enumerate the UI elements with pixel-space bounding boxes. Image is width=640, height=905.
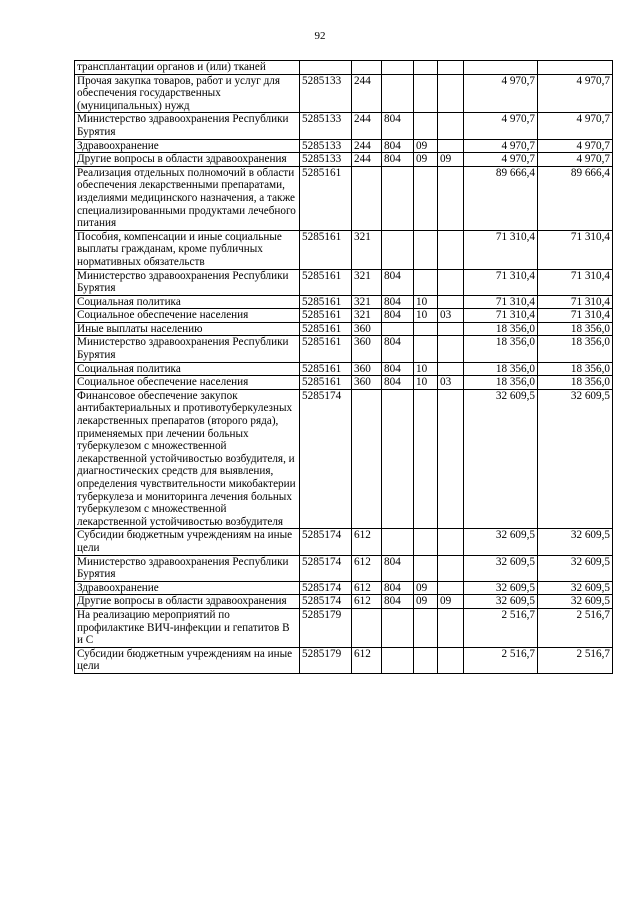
cell-ministry-code xyxy=(382,529,414,555)
cell-name: Социальное обеспечение населения xyxy=(75,376,300,390)
cell-amount-2: 2 516,7 xyxy=(538,647,613,673)
cell-ministry-code: 804 xyxy=(382,139,414,153)
cell-subsection xyxy=(438,139,464,153)
table-row xyxy=(75,376,613,390)
cell-amount-2: 32 609,5 xyxy=(538,389,613,529)
cell-amount-1: 18 356,0 xyxy=(464,336,538,362)
cell-subsection: 03 xyxy=(438,309,464,323)
cell-ministry-code xyxy=(382,608,414,647)
cell-amount-1: 4 970,7 xyxy=(464,74,538,113)
table-row xyxy=(75,555,613,581)
cell-target-code: 5285161 xyxy=(300,166,352,230)
cell-amount-1: 71 310,4 xyxy=(464,230,538,269)
cell-subsection xyxy=(438,362,464,376)
cell-ministry-code xyxy=(382,230,414,269)
cell-target-code: 5285174 xyxy=(300,529,352,555)
table-row xyxy=(75,139,613,153)
cell-amount-1: 71 310,4 xyxy=(464,309,538,323)
cell-target-code: 5285179 xyxy=(300,608,352,647)
cell-amount-2: 71 310,4 xyxy=(538,230,613,269)
cell-target-code: 5285161 xyxy=(300,322,352,336)
cell-target-code: 5285161 xyxy=(300,295,352,309)
cell-section: 10 xyxy=(414,376,438,390)
cell-amount-2: 18 356,0 xyxy=(538,322,613,336)
cell-expense-type xyxy=(352,166,382,230)
cell-target-code xyxy=(300,61,352,75)
page-number: 92 xyxy=(314,30,326,42)
table-row xyxy=(75,166,613,230)
cell-amount-1: 18 356,0 xyxy=(464,376,538,390)
table-row xyxy=(75,336,613,362)
cell-name: Иные выплаты населению xyxy=(75,322,300,336)
cell-amount-2 xyxy=(538,61,613,75)
cell-expense-type: 612 xyxy=(352,581,382,595)
cell-expense-type xyxy=(352,608,382,647)
table-row xyxy=(75,595,613,609)
cell-name: Министерство здравоохранения Республики Бурятия xyxy=(75,555,300,581)
cell-name: Министерство здравоохранения Республики Бурятия xyxy=(75,113,300,139)
cell-expense-type: 612 xyxy=(352,529,382,555)
cell-name: трансплантации органов и (или) тканей xyxy=(75,61,300,75)
cell-target-code: 5285133 xyxy=(300,139,352,153)
cell-name: Социальное обеспечение населения xyxy=(75,309,300,323)
cell-amount-2: 18 356,0 xyxy=(538,376,613,390)
cell-section xyxy=(414,608,438,647)
cell-ministry-code xyxy=(382,322,414,336)
cell-amount-2: 89 666,4 xyxy=(538,166,613,230)
table-row xyxy=(75,647,613,673)
cell-amount-2: 32 609,5 xyxy=(538,595,613,609)
cell-expense-type: 612 xyxy=(352,595,382,609)
cell-name: Реализация отдельных полномочий в области обеспечения лекарственными препаратами, изделиями медицинского назначения, а также специализированными продуктами лечебного питания xyxy=(75,166,300,230)
table-row xyxy=(75,362,613,376)
table-row xyxy=(75,608,613,647)
cell-name: Социальная политика xyxy=(75,295,300,309)
cell-amount-2: 4 970,7 xyxy=(538,113,613,139)
cell-amount-1: 32 609,5 xyxy=(464,555,538,581)
cell-amount-1: 32 609,5 xyxy=(464,389,538,529)
cell-amount-1: 4 970,7 xyxy=(464,153,538,167)
cell-section xyxy=(414,529,438,555)
cell-amount-2: 4 970,7 xyxy=(538,139,613,153)
cell-amount-2: 32 609,5 xyxy=(538,529,613,555)
cell-target-code: 5285174 xyxy=(300,581,352,595)
cell-amount-1: 71 310,4 xyxy=(464,269,538,295)
table-row xyxy=(75,61,613,75)
cell-ministry-code: 804 xyxy=(382,113,414,139)
cell-expense-type: 244 xyxy=(352,139,382,153)
cell-section: 09 xyxy=(414,581,438,595)
table-row xyxy=(75,309,613,323)
cell-name: Социальная политика xyxy=(75,362,300,376)
cell-ministry-code xyxy=(382,166,414,230)
table-row xyxy=(75,74,613,113)
table-row xyxy=(75,389,613,529)
cell-amount-1: 89 666,4 xyxy=(464,166,538,230)
cell-target-code: 5285161 xyxy=(300,336,352,362)
cell-amount-1: 18 356,0 xyxy=(464,322,538,336)
cell-name: Другие вопросы в области здравоохранения xyxy=(75,595,300,609)
cell-expense-type: 360 xyxy=(352,376,382,390)
cell-subsection: 09 xyxy=(438,153,464,167)
cell-subsection xyxy=(438,74,464,113)
cell-section xyxy=(414,647,438,673)
cell-subsection xyxy=(438,389,464,529)
cell-subsection xyxy=(438,269,464,295)
cell-name: Финансовое обеспечение закупок антибактериальных и противотуберкулезных лекарственных препаратов (второго ряда), применяемых при лечении больных туберкулезом с множественной лекарственной устойчивостью возбудителя, и диагностических средств для выявления, определения чувствительности микобактерии туберкулеза и мониторинга лечения больных туберкулезом с множественной лекарственной устойчивостью возбудителя xyxy=(75,389,300,529)
cell-amount-2: 2 516,7 xyxy=(538,608,613,647)
cell-target-code: 5285133 xyxy=(300,113,352,139)
cell-target-code: 5285133 xyxy=(300,153,352,167)
cell-expense-type: 360 xyxy=(352,362,382,376)
cell-section xyxy=(414,61,438,75)
cell-expense-type: 244 xyxy=(352,113,382,139)
cell-target-code: 5285161 xyxy=(300,376,352,390)
cell-amount-1: 2 516,7 xyxy=(464,647,538,673)
table-row xyxy=(75,529,613,555)
cell-expense-type: 321 xyxy=(352,269,382,295)
cell-name: Министерство здравоохранения Республики Бурятия xyxy=(75,269,300,295)
cell-expense-type: 321 xyxy=(352,309,382,323)
cell-name: Пособия, компенсации и иные социальные выплаты гражданам, кроме публичных нормативных обязательств xyxy=(75,230,300,269)
table-row xyxy=(75,113,613,139)
table-row xyxy=(75,322,613,336)
cell-amount-1: 32 609,5 xyxy=(464,581,538,595)
cell-section xyxy=(414,389,438,529)
cell-subsection xyxy=(438,529,464,555)
cell-amount-2: 18 356,0 xyxy=(538,336,613,362)
cell-ministry-code: 804 xyxy=(382,269,414,295)
cell-subsection xyxy=(438,608,464,647)
cell-amount-2: 18 356,0 xyxy=(538,362,613,376)
cell-expense-type: 360 xyxy=(352,336,382,362)
cell-subsection xyxy=(438,647,464,673)
cell-target-code: 5285133 xyxy=(300,74,352,113)
cell-subsection xyxy=(438,581,464,595)
cell-ministry-code xyxy=(382,61,414,75)
cell-amount-1: 4 970,7 xyxy=(464,139,538,153)
cell-section xyxy=(414,230,438,269)
cell-name: Субсидии бюджетным учреждениям на иные цели xyxy=(75,529,300,555)
cell-subsection xyxy=(438,295,464,309)
cell-section xyxy=(414,166,438,230)
cell-ministry-code: 804 xyxy=(382,555,414,581)
cell-amount-1: 32 609,5 xyxy=(464,595,538,609)
cell-name: Другие вопросы в области здравоохранения xyxy=(75,153,300,167)
cell-target-code: 5285174 xyxy=(300,595,352,609)
cell-amount-2: 71 310,4 xyxy=(538,309,613,323)
cell-ministry-code: 804 xyxy=(382,309,414,323)
table-row xyxy=(75,295,613,309)
cell-section: 10 xyxy=(414,362,438,376)
cell-amount-2: 32 609,5 xyxy=(538,555,613,581)
cell-section: 10 xyxy=(414,295,438,309)
cell-section xyxy=(414,336,438,362)
cell-name: Субсидии бюджетным учреждениям на иные цели xyxy=(75,647,300,673)
cell-subsection xyxy=(438,230,464,269)
cell-name: Здравоохранение xyxy=(75,581,300,595)
cell-expense-type: 612 xyxy=(352,647,382,673)
cell-expense-type: 360 xyxy=(352,322,382,336)
cell-section xyxy=(414,555,438,581)
cell-ministry-code: 804 xyxy=(382,581,414,595)
cell-name: Здравоохранение xyxy=(75,139,300,153)
cell-section xyxy=(414,113,438,139)
table-row xyxy=(75,581,613,595)
cell-section: 09 xyxy=(414,153,438,167)
cell-section xyxy=(414,269,438,295)
cell-section: 09 xyxy=(414,139,438,153)
cell-amount-2: 32 609,5 xyxy=(538,581,613,595)
table-row xyxy=(75,269,613,295)
cell-expense-type: 244 xyxy=(352,153,382,167)
cell-subsection xyxy=(438,61,464,75)
cell-subsection xyxy=(438,322,464,336)
table-row xyxy=(75,153,613,167)
cell-target-code: 5285174 xyxy=(300,555,352,581)
cell-expense-type xyxy=(352,61,382,75)
table-row xyxy=(75,230,613,269)
cell-target-code: 5285161 xyxy=(300,362,352,376)
cell-ministry-code: 804 xyxy=(382,595,414,609)
cell-expense-type xyxy=(352,389,382,529)
cell-amount-1 xyxy=(464,61,538,75)
budget-table xyxy=(74,60,613,674)
cell-section: 09 xyxy=(414,595,438,609)
cell-amount-1: 32 609,5 xyxy=(464,529,538,555)
cell-section xyxy=(414,322,438,336)
cell-section: 10 xyxy=(414,309,438,323)
cell-ministry-code: 804 xyxy=(382,376,414,390)
cell-ministry-code xyxy=(382,74,414,113)
cell-subsection xyxy=(438,555,464,581)
cell-subsection xyxy=(438,166,464,230)
cell-subsection: 09 xyxy=(438,595,464,609)
cell-expense-type: 612 xyxy=(352,555,382,581)
cell-expense-type: 244 xyxy=(352,74,382,113)
cell-ministry-code: 804 xyxy=(382,295,414,309)
cell-target-code: 5285161 xyxy=(300,269,352,295)
cell-ministry-code: 804 xyxy=(382,336,414,362)
cell-target-code: 5285179 xyxy=(300,647,352,673)
cell-amount-1: 4 970,7 xyxy=(464,113,538,139)
cell-ministry-code xyxy=(382,647,414,673)
cell-target-code: 5285174 xyxy=(300,389,352,529)
cell-amount-2: 4 970,7 xyxy=(538,153,613,167)
cell-target-code: 5285161 xyxy=(300,309,352,323)
cell-subsection: 03 xyxy=(438,376,464,390)
cell-amount-1: 2 516,7 xyxy=(464,608,538,647)
cell-ministry-code: 804 xyxy=(382,153,414,167)
cell-ministry-code: 804 xyxy=(382,362,414,376)
cell-section xyxy=(414,74,438,113)
cell-amount-2: 71 310,4 xyxy=(538,269,613,295)
cell-expense-type: 321 xyxy=(352,230,382,269)
cell-ministry-code xyxy=(382,389,414,529)
cell-subsection xyxy=(438,113,464,139)
cell-target-code: 5285161 xyxy=(300,230,352,269)
cell-amount-1: 18 356,0 xyxy=(464,362,538,376)
cell-amount-2: 4 970,7 xyxy=(538,74,613,113)
cell-amount-2: 71 310,4 xyxy=(538,295,613,309)
cell-name: Министерство здравоохранения Республики Бурятия xyxy=(75,336,300,362)
cell-amount-1: 71 310,4 xyxy=(464,295,538,309)
cell-name: Прочая закупка товаров, работ и услуг для обеспечения государственных (муниципальных) нужд xyxy=(75,74,300,113)
cell-subsection xyxy=(438,336,464,362)
cell-name: На реализацию мероприятий по профилактике ВИЧ-инфекции и гепатитов В и С xyxy=(75,608,300,647)
cell-expense-type: 321 xyxy=(352,295,382,309)
